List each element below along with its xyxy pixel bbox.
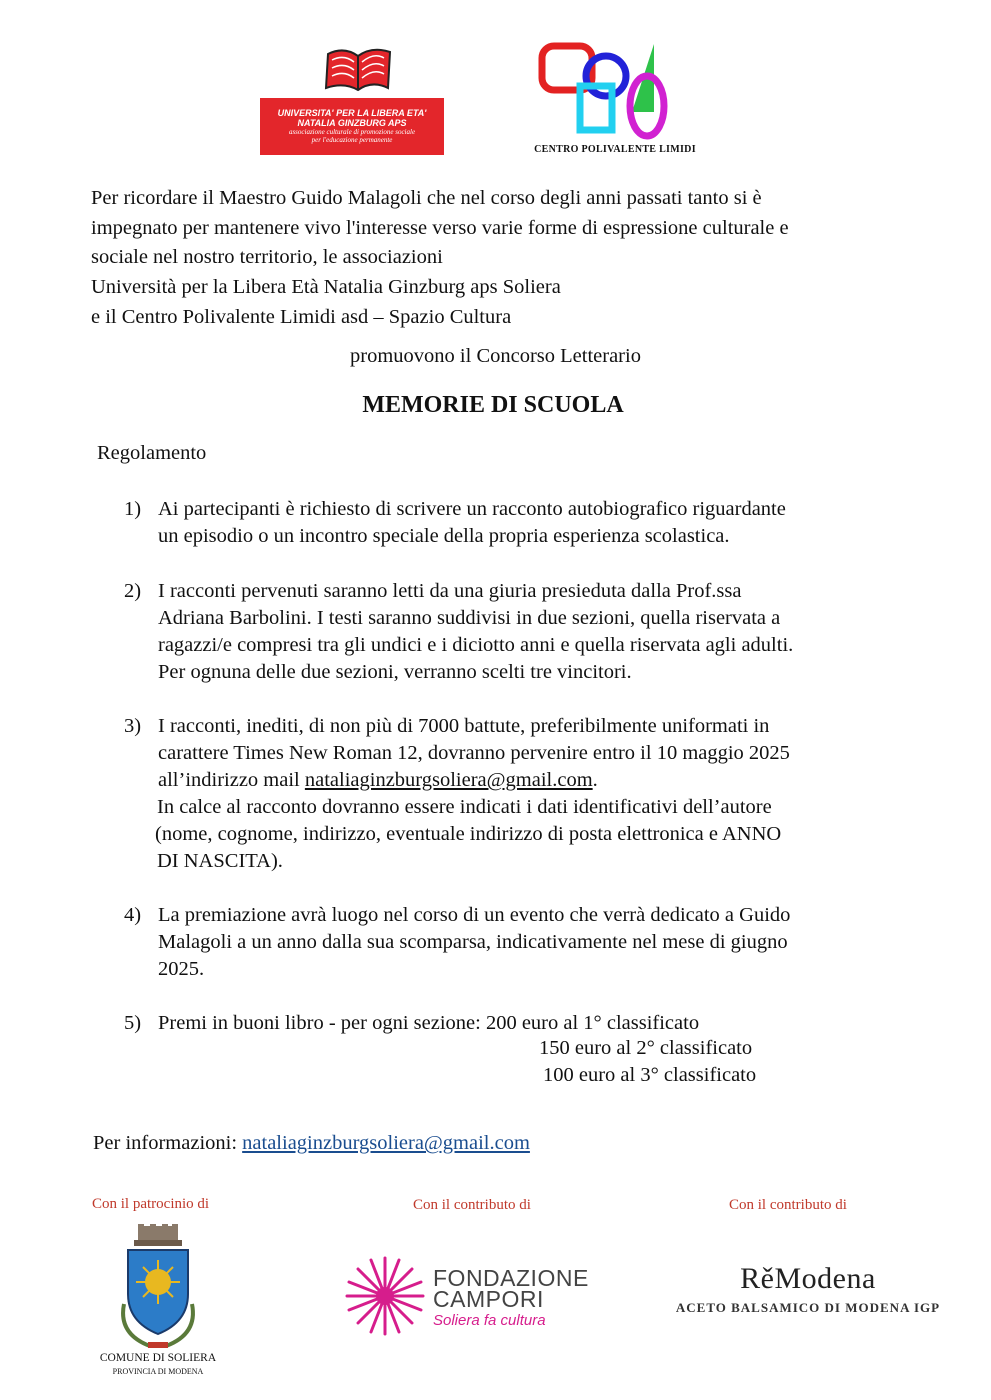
rule-number: 5) (124, 1012, 142, 1034)
ule-banner (260, 98, 444, 155)
comune-title: COMUNE DI SOLIERA (99, 1352, 217, 1364)
email-link[interactable]: nataliaginzburgsoliera@gmail.com (304, 769, 593, 791)
rule-item (124, 578, 924, 686)
remodena-name: RěModena (740, 1262, 876, 1295)
cpl-caption: CENTRO POLIVALENTE LIMIDI (534, 144, 696, 155)
cpl-logo (520, 40, 710, 158)
ule-logo (260, 40, 444, 155)
rule-number: 1) (124, 498, 142, 520)
rule-number: 3) (124, 715, 142, 737)
contest-title: MEMORIE DI SCUOLA (362, 392, 624, 418)
fondazione-text (433, 1265, 589, 1331)
rule-line: La premiazione avrà luogo nel corso di un evento che verrà dedicato a Guido (158, 904, 791, 926)
promo-text: promuovono il Concorso Letterario (350, 345, 641, 367)
intro-line: Università per la Libera Età Natalia Ginzburg aps Soliera (91, 276, 561, 299)
ule-line2: NATALIA GINZBURG APS (297, 118, 407, 128)
coat-of-arms-icon (110, 1224, 206, 1354)
fondazione-logo (345, 1256, 615, 1336)
comune-name (70, 1352, 246, 1378)
info-line (93, 1132, 530, 1155)
prize-line: 150 euro al 2° classificato (539, 1037, 753, 1059)
intro-line: Per ricordare il Maestro Guido Malagoli che nel corso degli anni passati tanto si è (91, 187, 762, 209)
rule-line: I racconti, inediti, di non più di 7000 battute, preferibilmente uniformati in (158, 715, 770, 737)
prize-line: Premi in buoni libro - per ogni sezione: 200 euro al 1° classificato (158, 1012, 700, 1034)
open-book-icon (318, 40, 398, 100)
remodena-subtitle: ACETO BALSAMICO DI MODENA IGP (675, 1300, 941, 1315)
rule-line: un episodio o un incontro speciale della propria esperienza scolastica. (158, 525, 730, 547)
contributo-label: Con il contributo di (413, 1197, 531, 1213)
rule-line: Adriana Barbolini. I testi saranno suddivisi in due sezioni, quella riservata a (158, 607, 781, 629)
intro-line: impegnato per mantenere vivo l'interesse verso varie forme di espressione culturale e (91, 216, 789, 239)
rule-line: (nome, cognome, indirizzo, eventuale indirizzo di posta elettronica e ANNO (155, 823, 782, 845)
fondazione-line2: CAMPORI (433, 1286, 544, 1312)
contributo-label: Con il contributo di (729, 1197, 847, 1213)
info-email-link[interactable]: nataliaginzburgsoliera@gmail.com (242, 1132, 530, 1154)
rule-line: ragazzi/e compresi tra gli undici e i diciotto anni e quella riservata agli adulti. (158, 634, 794, 656)
info-label: Per informazioni: (93, 1132, 243, 1154)
intro-line: e il Centro Polivalente Limidi asd – Spazio Cultura (91, 305, 512, 328)
prize-line: 100 euro al 3° classificato (543, 1064, 757, 1086)
rule-item (124, 713, 924, 875)
comune-province: PROVINCIA DI MODENA (112, 1367, 204, 1376)
fondazione-line1: FONDAZIONE (433, 1265, 589, 1291)
rule-line: Malagoli a un anno dalla sua scomparsa, indicativamente nel mese di giugno (158, 931, 788, 953)
rule-line: Ai partecipanti è richiesto di scrivere un racconto autobiografico riguardante (158, 498, 786, 520)
rule-line: DI NASCITA). (157, 850, 283, 872)
fondazione-tagline: Soliera fa cultura (433, 1312, 546, 1329)
intro-line: sociale nel nostro territorio, le associazioni (91, 246, 443, 269)
starburst-icon (345, 1256, 425, 1336)
rule-line: I racconti pervenuti saranno letti da una giuria presieduta dalla Prof.ssa (158, 580, 742, 602)
remodena-logo (668, 1262, 948, 1316)
cpl-shapes-icon (520, 40, 710, 140)
intro-paragraph (91, 184, 921, 333)
ule-line3: associazione culturale di promozione sociale (288, 128, 416, 136)
regolamento-heading: Regolamento (97, 442, 207, 464)
rule-line: carattere Times New Roman 12, dovranno pervenire entro il 10 maggio 2025 (158, 742, 790, 764)
rule-line: 2025. (158, 958, 205, 980)
rule-line: Per ognuna delle due sezioni, verranno scelti tre vincitori. (158, 661, 632, 683)
rule-number: 4) (124, 904, 142, 926)
rule-item (124, 496, 924, 550)
rule-number: 2) (124, 580, 142, 602)
rule-line-period: . (592, 769, 598, 791)
ule-line1: UNIVERSITA' PER LA LIBERA ETA' (277, 108, 427, 118)
ule-line4: per l'educazione permanente (311, 136, 393, 144)
rule-item (124, 902, 924, 983)
rule-line: In calce al racconto dovranno essere indicati i dati identificativi dell’autore (157, 796, 772, 818)
rule-line-email (158, 767, 924, 794)
rule-line-text: all’indirizzo mail (158, 769, 305, 791)
rule-item (124, 1010, 924, 1037)
patrocinio-label: Con il patrocinio di (92, 1196, 210, 1212)
